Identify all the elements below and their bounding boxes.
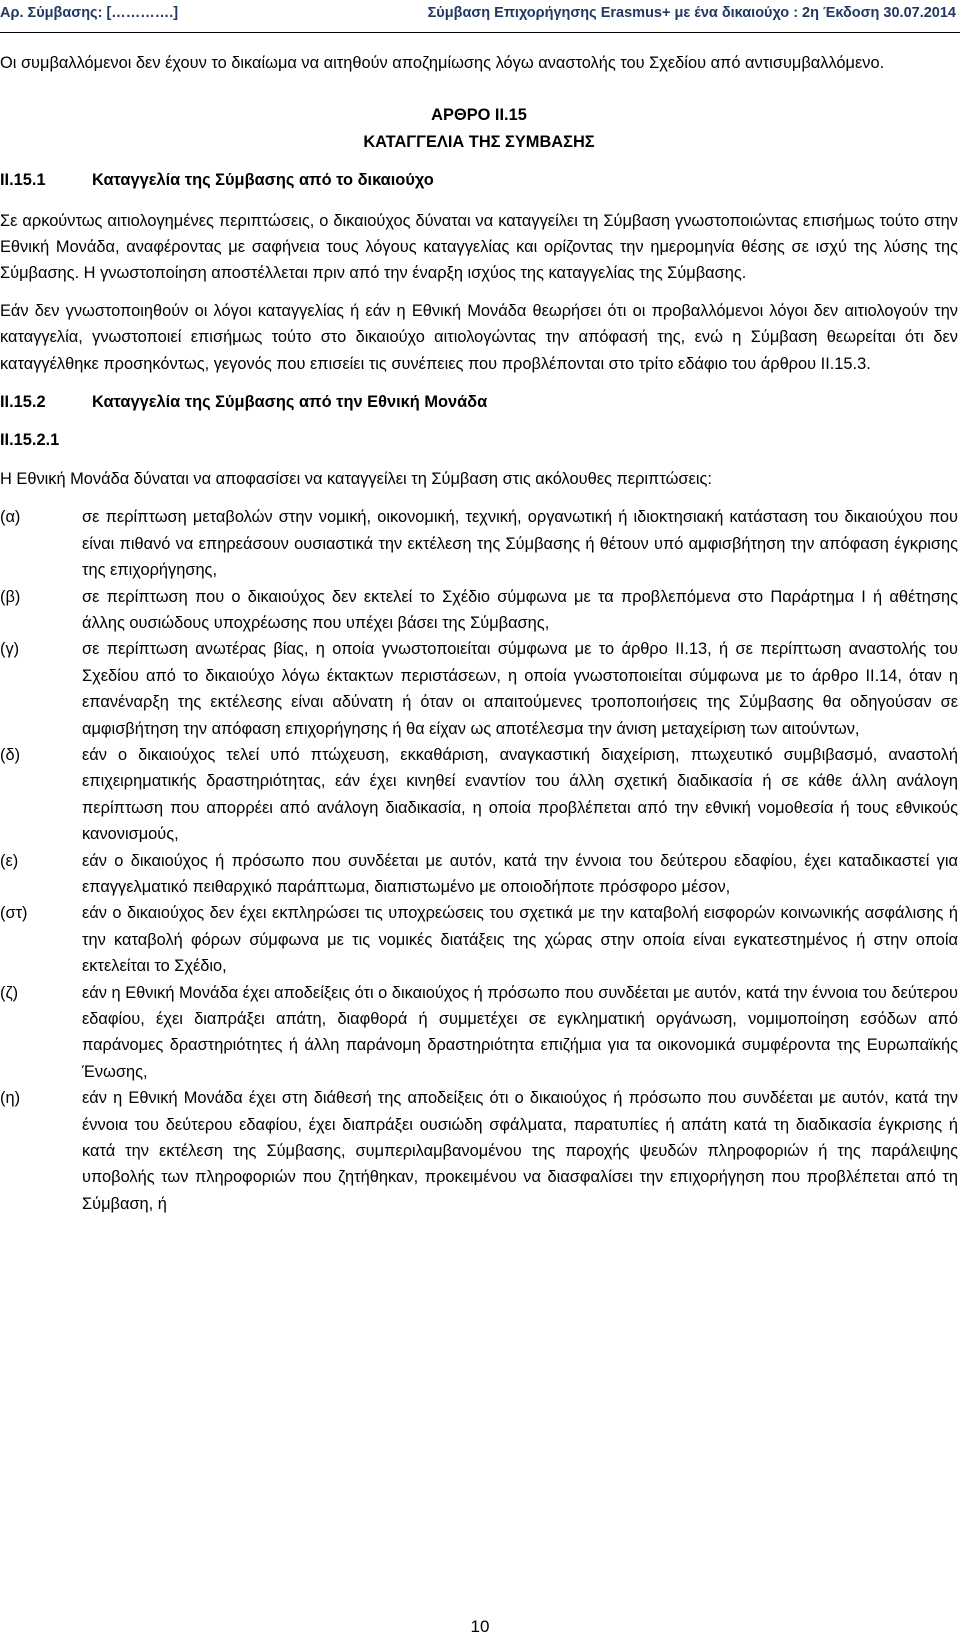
article-title: ΑΡΘΡΟ ΙΙ.15 <box>431 106 527 125</box>
termination-cases-list <box>0 504 958 1217</box>
item-label: (στ) <box>0 904 28 923</box>
item-text: σε περίπτωση ανωτέρας βίας, η οποία γνωστοποιείται σύμφωνα με το άρθρο ΙΙ.13, ή σε περίπτωση αναστολής του Σχεδίου από το δικαιούχο λόγω έκτακτων περιστάσεων, η οποία γνωστοποιείται σύμφωνα με το άρθρο ΙΙ.14, όταν η επανέναρξη της εκτέλεσης είναι αδύνατη ή όταν οι απαιτούμενες τροποποιήσεις της Σύμβασης θα οδηγούσαν σε αμφισβήτηση την απόφαση επιχορήγησης ή θα είχαν ως αποτέλεσμα την άνιση μεταχείριση των αιτούντων, <box>82 640 958 738</box>
list-item <box>0 636 958 742</box>
section-title: Καταγγελία της Σύμβασης από την Εθνική Μονάδα <box>92 393 488 412</box>
item-text: εάν ο δικαιούχος ή πρόσωπο που συνδέεται με αυτόν, κατά την έννοια του δεύτερου εδαφίου, έχει καταδικαστεί για επαγγελματικό πειθαρχικό παράπτωμα, διαπιστωμένο με οποιοδήποτε πρόσφορο μέσον, <box>82 851 958 896</box>
section-heading-2 <box>0 389 958 415</box>
item-text: σε περίπτωση μεταβολών στην νομική, οικονομική, τεχνική, οργανωτική ή ιδιοκτησιακή κατάσταση του δικαιούχου που είναι πιθανό να επηρεάσουν ουσιαστικά την εκτέλεση της Σύμβασης ή θέτουν υπό αμφισβήτηση την απόφαση έγκρισης της επιχορήγησης, <box>82 508 958 580</box>
item-label: (α) <box>0 508 21 527</box>
section-number: ΙΙ.15.1 <box>0 171 46 190</box>
page-header <box>0 0 960 30</box>
intro-paragraph: Οι συμβαλλόμενοι δεν έχουν το δικαίωμα να αιτηθούν αποζημίωσης λόγω αναστολής του Σχεδίου από αντισυμβαλλόμενο. <box>0 54 885 72</box>
header-divider <box>0 32 960 33</box>
item-label: (δ) <box>0 745 21 764</box>
item-label: (γ) <box>0 640 20 659</box>
item-text: σε περίπτωση που ο δικαιούχος δεν εκτελεί το Σχέδιο σύμφωνα με τα προβλεπόμενα στο Παράρτημα Ι ή αθέτησης άλλης ουσιώδους υποχρέωσης που υπέχει βάσει της Σύμβασης, <box>82 587 958 632</box>
list-item <box>0 848 958 901</box>
list-item <box>0 900 958 979</box>
list-item <box>0 1085 958 1217</box>
contract-title: Σύμβαση Επιχορήγησης Erasmus+ με ένα δικαιούχο : 2η Έκδοση 30.07.2014 <box>427 5 956 21</box>
item-text: εάν ο δικαιούχος δεν έχει εκπληρώσει τις υποχρεώσεις του σχετικά με την καταβολή εισφορών κοινωνικής ασφάλισης ή την καταβολή φόρων σύμφωνα με τις νομικές διατάξεις της χώρας στην οποία είναι εγκατεστημένος ή στην οποία εκτελείται το Σχέδιο, <box>82 904 958 976</box>
document-body <box>0 50 958 1217</box>
item-text: εάν ο δικαιούχος τελεί υπό πτώχευση, εκκαθάριση, αναγκαστική διαχείριση, πτωχευτικό συμβιβασμό, αναστολή επιχειρηματικής δραστηριότητας, εάν έχει κινηθεί εναντίον του άλλη σχετική διαδικασία ή σε κάθε άλλη ανάλογη περίπτωση που απορρέει από ανάλογη διαδικασία, η οποία προβλέπεται από την εθνική νομοθεσία ή τους εθνικούς κανονισμούς, <box>82 745 958 844</box>
section1-paragraph-1: Σε αρκούντως αιτιολογημένες περιπτώσεις, ο δικαιούχος δύναται να καταγγείλει τη Σύμβαση γνωστοποιώντας επισήμως τούτο στην Εθνική Μονάδα, αναφέροντας με σαφήνεια τους λόγους καταγγελίας και ορίζοντας την ημερομηνία θέσης σε ισχύ της λύσης της Σύμβασης. Η γνωστοποίηση αποστέλλεται πριν από την έναρξη ισχύος της καταγγελίας της Σύμβασης. <box>0 211 958 283</box>
item-text: εάν η Εθνική Μονάδα έχει αποδείξεις ότι ο δικαιούχος ή πρόσωπο που συνδέεται με αυτόν, κατά την έννοια του δεύτερου εδαφίου, έχει διαπράξει απάτη, διαφθορά ή συμμετέχει σε εγκληματική οργάνωση, νομιμοποίηση εσόδων από παράνομες δραστηριότητες ή άλλη παράνομη δραστηριότητα επιζήμια για τα οικονομικά συμφέροντα της Ευρωπαϊκής Ένωσης, <box>82 983 958 1081</box>
subsection-number: ΙΙ.15.2.1 <box>0 431 60 450</box>
list-item <box>0 742 958 848</box>
item-text: εάν η Εθνική Μονάδα έχει στη διάθεσή της αποδείξεις ότι ο δικαιούχος ή πρόσωπο που συνδέεται με αυτόν, κατά την έννοια του δεύτερου εδαφίου, έχει διαπράξει ουσιώδη σφάλματα, παρατυπίες ή απάτη κατά τη διαδικασία έγκρισης ή κατά την εκτέλεση της Σύμβασης, συμπεριλαμβανομένου της παροχής ψευδών πληροφοριών ή της παράλειψης υποβολής των πληροφοριών που ζητήθηκαν, προκειμένου να διασφαλίσει την επιχορήγηση που προβλέπεται από τη Σύμβαση, ή <box>82 1089 958 1213</box>
page-number: 10 <box>470 1617 490 1636</box>
list-item <box>0 504 958 583</box>
item-label: (ζ) <box>0 983 19 1002</box>
article-subtitle: ΚΑΤΑΓΓΕΛΙΑ ΤΗΣ ΣΥΜΒΑΣΗΣ <box>363 132 595 151</box>
item-label: (η) <box>0 1089 21 1108</box>
section-title: Καταγγελία της Σύμβασης από το δικαιούχο <box>92 171 434 190</box>
item-label: (ε) <box>0 851 19 870</box>
item-label: (β) <box>0 587 21 606</box>
list-item <box>0 584 958 637</box>
list-item <box>0 980 958 1086</box>
section-number: ΙΙ.15.2 <box>0 393 46 412</box>
section2-lead: Η Εθνική Μονάδα δύναται να αποφασίσει να καταγγείλει τη Σύμβαση στις ακόλουθες περιπτώσεις: <box>0 469 712 488</box>
section1-paragraph-2: Εάν δεν γνωστοποιηθούν οι λόγοι καταγγελίας ή εάν η Εθνική Μονάδα θεωρήσει ότι οι προβαλλόμενοι λόγοι δεν αιτιολογούν την καταγγελία, γνωστοποιεί επισήμως τούτο στο δικαιούχο αιτιολογώντας την απόφασή της, ενώ η Σύμβαση θεωρείται ότι δεν καταγγέλθηκε προσηκόντως, γεγονός που επισείει τις συνέπειες που προβλέπονται στο τρίτο εδάφιο του άρθρου ΙΙ.15.3. <box>0 301 958 373</box>
contract-number: Αρ. Σύμβασης: [………….] <box>0 5 179 21</box>
section-heading-1 <box>0 167 958 193</box>
